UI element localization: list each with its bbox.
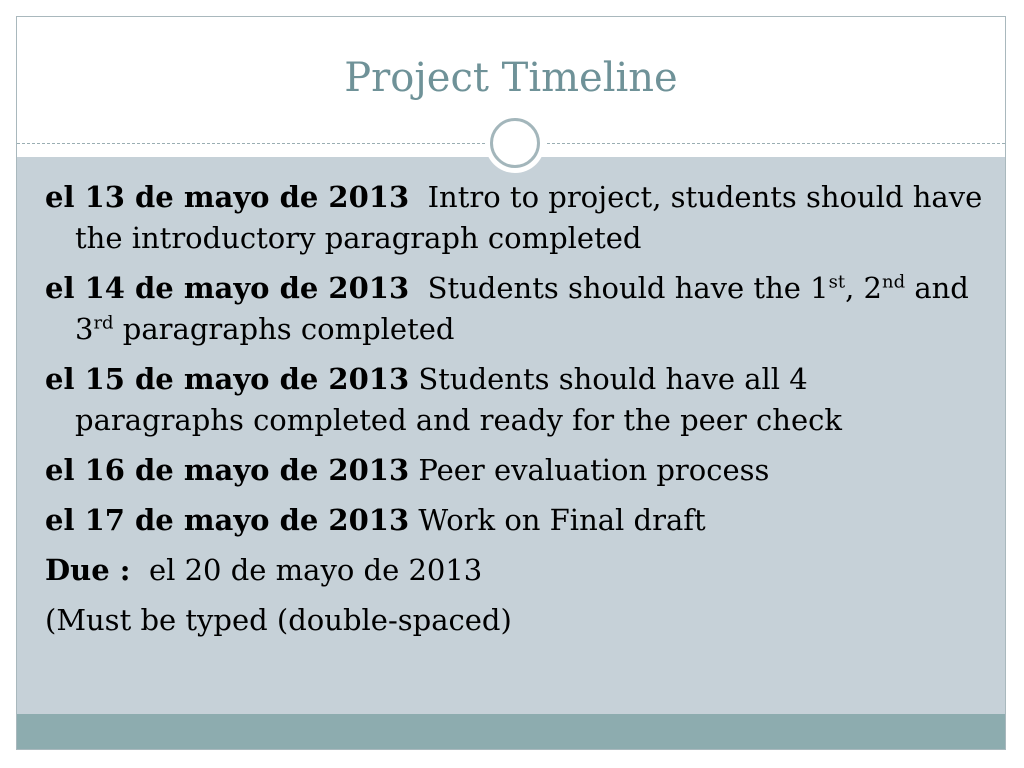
timeline-item (45, 359, 985, 441)
format-note-item (45, 600, 985, 641)
due-date-value: el 20 de mayo de 2013 (148, 553, 483, 587)
description-text: paragraphs completed (113, 312, 455, 346)
timeline-date: el 17 de mayo de 2013 (45, 503, 410, 537)
timeline-date: el 16 de mayo de 2013 (45, 453, 410, 487)
description-text: and 3 (75, 271, 969, 346)
timeline-description: Peer evaluation process (418, 453, 770, 487)
footer-bar (17, 714, 1005, 749)
timeline-item (45, 177, 985, 259)
format-note: (Must be typed (double-spaced) (45, 603, 512, 637)
description-text: Students should have the 1 (427, 271, 829, 305)
timeline-description: Work on Final draft (418, 503, 706, 537)
ordinal-suffix: nd (881, 271, 906, 293)
ordinal-suffix: rd (93, 312, 114, 334)
circle-ornament-icon (490, 118, 540, 168)
ordinal-suffix: st (828, 271, 846, 293)
timeline-date: el 13 de mayo de 2013 (45, 180, 410, 214)
due-date-item (45, 550, 985, 591)
timeline-item (45, 268, 985, 350)
slide-title: Project Timeline (344, 55, 678, 101)
slide (16, 16, 1006, 750)
timeline-date: el 15 de mayo de 2013 (45, 362, 410, 396)
timeline-date: el 14 de mayo de 2013 (45, 271, 410, 305)
due-label: Due : (45, 553, 131, 587)
timeline-list (45, 177, 985, 650)
timeline-description: Intro to project, students should have the introductory paragraph completed (75, 180, 983, 255)
description-text: , 2 (845, 271, 882, 305)
timeline-item (45, 500, 985, 541)
timeline-description: Students should have all 4 paragraphs completed and ready for the peer check (75, 362, 842, 437)
timeline-item (45, 450, 985, 491)
